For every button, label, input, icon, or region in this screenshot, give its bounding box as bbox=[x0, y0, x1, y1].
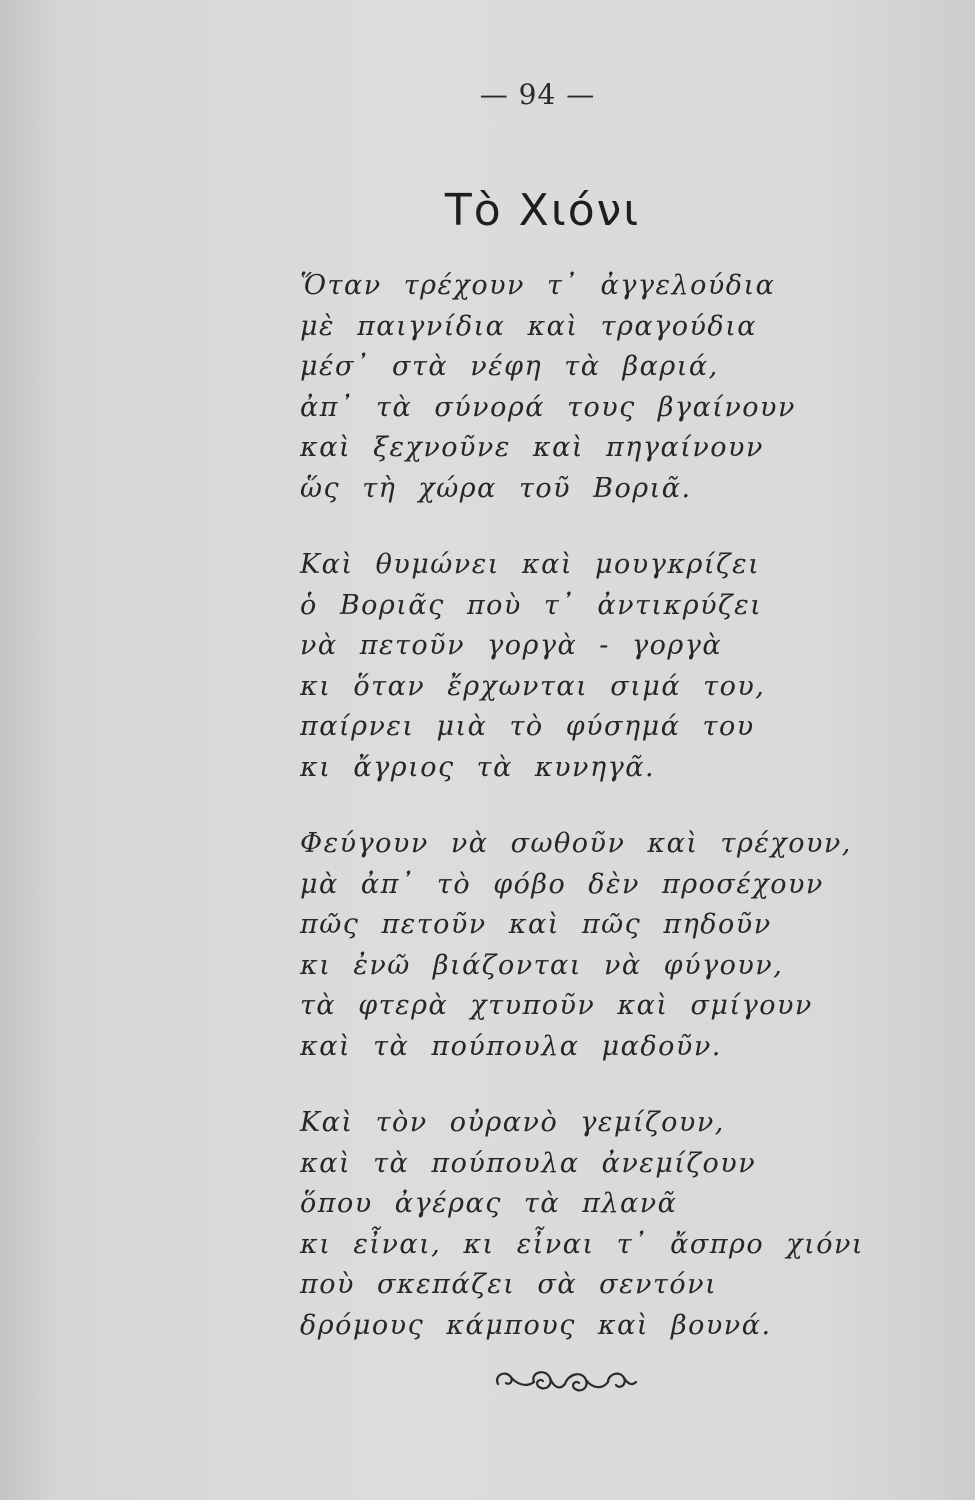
poem-line: κι ὅταν ἔρχωνται σιμά του, bbox=[300, 670, 766, 702]
poem-title: Τὸ Χιόνι bbox=[444, 185, 641, 236]
poem-line: Καὶ τὸν οὐρανὸ γεμίζουν, bbox=[300, 1107, 725, 1138]
poem-line: ποὺ σκεπάζει σὰ σεντόνι bbox=[300, 1269, 718, 1300]
poem-line: ὥς τὴ χώρα τοῦ Βοριᾶ. bbox=[300, 472, 692, 504]
stanza bbox=[300, 545, 920, 788]
poem-line: ὁ Βοριᾶς ποὺ τ᾽ ἀντικρύζει bbox=[300, 589, 763, 621]
poem-line: κι εἶναι, κι εἶναι τ᾽ ἄσπρο χιόνι bbox=[300, 1228, 864, 1260]
poem-body bbox=[300, 266, 920, 1382]
poem-line: ὅπου ἀγέρας τὰ πλανᾶ bbox=[300, 1188, 678, 1219]
poem-line: Καὶ θυμώνει καὶ μουγκρίζει bbox=[300, 549, 761, 580]
stanza bbox=[300, 824, 920, 1067]
poem-line: καὶ τὰ πούπουλα μαδοῦν. bbox=[300, 1030, 722, 1062]
poem-line: κι ἐνῶ βιάζονται νὰ φύγουν, bbox=[300, 949, 784, 981]
poem-line: τὰ φτερὰ χτυποῦν καὶ σμίγουν bbox=[300, 990, 813, 1021]
poem-line: Ὅταν τρέχουν τ᾽ ἀγγελούδια bbox=[300, 270, 776, 301]
poem-line: μὲ παιγνίδια καὶ τραγούδια bbox=[300, 310, 758, 342]
page-number: — 94 — bbox=[479, 78, 596, 111]
poem-line: παίρνει μιὰ τὸ φύσημά του bbox=[300, 711, 755, 742]
stanza bbox=[300, 1103, 920, 1346]
poem-line: καὶ τὰ πούπουλα ἀνεμίζουν bbox=[300, 1147, 757, 1179]
poem-line: μὰ ἀπ᾽ τὸ φόβο δὲν προσέχουν bbox=[300, 868, 824, 900]
poem-line: πῶς πετοῦν καὶ πῶς πηδοῦν bbox=[300, 909, 772, 940]
poem-line: μέσ᾽ στὰ νέφη τὰ βαριά, bbox=[300, 351, 719, 382]
scroll-ornament-icon bbox=[490, 1362, 640, 1402]
poem-line: νὰ πετοῦν γοργὰ - γοργὰ bbox=[300, 630, 723, 661]
poem-line: κι ἄγριος τὰ κυνηγᾶ. bbox=[300, 751, 656, 783]
stanza bbox=[300, 266, 920, 509]
poem-line: ἀπ᾽ τὰ σύνορά τους βγαίνουν bbox=[300, 391, 796, 423]
poem-line: δρόμους κάμπους καὶ βουνά. bbox=[300, 1309, 772, 1341]
poem-line: καὶ ξεχνοῦνε καὶ πηγαίνουν bbox=[300, 432, 764, 463]
poem-line: Φεύγουν νὰ σωθοῦν καὶ τρέχουν, bbox=[300, 828, 852, 859]
